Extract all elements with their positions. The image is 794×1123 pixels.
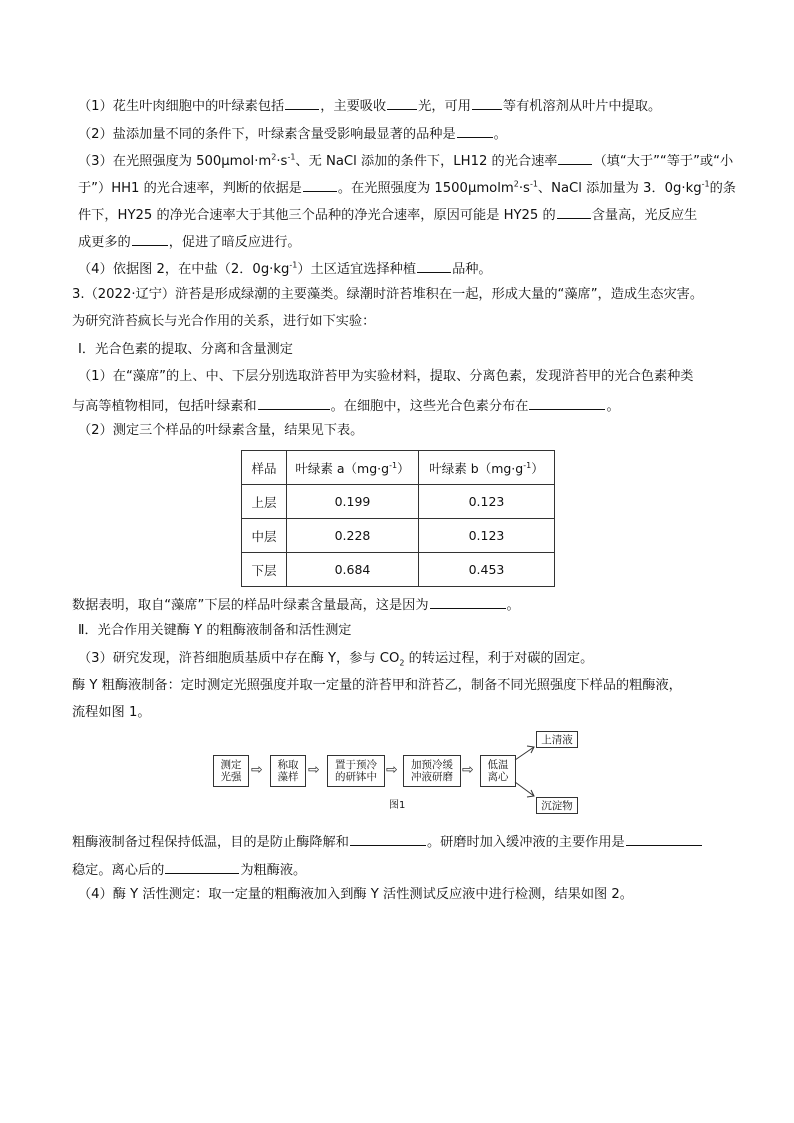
q2-part3-line2: 于”）HH1 的光合速率，判断的依据是 。在光照强度为 $1500\mu molm^2\cdot s^{-1}$、NaCl 添加量为 3．$0g\cdot kg^{-1}$的条 bbox=[78, 177, 736, 198]
q2-part1: （1）花生叶肉细胞中的叶绿素包括 ，主要吸收 光，可用 等有机溶剂从叶片中提取。 bbox=[78, 95, 661, 116]
q3-prep-line2: 流程如图 1。 bbox=[72, 705, 151, 720]
q3-part4: （4）酶 Y 活性测定：取一定量的粗酶液加入到酶 Y 活性测试反应液中进行检测，结果如图 2。 bbox=[78, 887, 633, 902]
q2-part3-line1: （3）在光照强度为 $500\mu mol\cdot m^2\cdot s^{-1}$、无 NaCl 添加的条件下，LH12 的光合速率 （填“大于”“等于”或“小 bbox=[78, 150, 733, 171]
table-header-row bbox=[242, 451, 555, 485]
chlorophyll-table bbox=[241, 450, 555, 587]
branch-arrows-icon bbox=[512, 740, 540, 802]
table-row bbox=[242, 553, 555, 587]
table-cell: 下层 bbox=[242, 553, 287, 587]
table-row bbox=[242, 519, 555, 553]
arrow-right-icon: ⇨ bbox=[308, 762, 320, 778]
q2-part2: （2）盐添加量不同的条件下，叶绿素含量受影响最显著的品种是 。 bbox=[78, 123, 507, 144]
table-cell: 上层 bbox=[242, 485, 287, 519]
q2-part3-line4: 成更多的 ，促进了暗反应进行。 bbox=[78, 231, 301, 252]
table-cell: 0.453 bbox=[419, 553, 555, 587]
q2-part3-line3: 件下，HY25 的净光合速率大于其他三个品种的净光合速率，原因可能是 HY25 的 含量高，光反应生 bbox=[78, 204, 697, 225]
q3-part2: （2）测定三个样品的叶绿素含量，结果见下表。 bbox=[78, 423, 364, 438]
q2-part4: （4）依据图 2，在中盐（2．$0g\cdot kg^{-1}$）土区适宜选择种植 品种。 bbox=[78, 258, 492, 279]
flow-step-measure-light: 测定 光强 bbox=[213, 755, 249, 787]
table-row bbox=[242, 485, 555, 519]
q3-section1-heading: Ⅰ．光合色素的提取、分离和含量测定 bbox=[78, 342, 293, 357]
flow-output-precipitate: 沉淀物 bbox=[536, 797, 578, 814]
table-header-cell: 叶绿素 $b(mg\cdot g^{-1})$ bbox=[419, 451, 555, 485]
q3-after-table: 数据表明，取自“藻席”下层的样品叶绿素含量最高，这是因为 。 bbox=[72, 594, 520, 615]
q3-note-line1: 粗酶液制备过程保持低温，目的是防止酶降解和 。研磨时加入缓冲液的主要作用是 bbox=[72, 831, 703, 852]
flow-output-supernatant: 上清液 bbox=[536, 731, 578, 748]
flow-step-precooled-mortar: 置于预冷 的研钵中 bbox=[327, 755, 385, 787]
q3-intro-line2: 为研究浒苔疯长与光合作用的关系，进行如下实验： bbox=[72, 314, 376, 329]
arrow-right-icon: ⇨ bbox=[251, 762, 263, 778]
table-header-cell: 叶绿素 $a(mg\cdot g^{-1})$ bbox=[287, 451, 419, 485]
q3-note-line2: 稳定。离心后的 为粗酶液。 bbox=[72, 859, 306, 880]
table-cell: 0.199 bbox=[287, 485, 419, 519]
table-cell: 0.123 bbox=[419, 485, 555, 519]
table-cell: 0.228 bbox=[287, 519, 419, 553]
arrow-right-icon: ⇨ bbox=[386, 762, 398, 778]
q3-intro-line1: 3.（2022·辽宁）浒苔是形成绿潮的主要藻类。绿潮时浒苔堆积在一起，形成大量的“藻席”，造成生态灾害。 bbox=[72, 287, 704, 302]
q3-section2-heading: Ⅱ．光合作用关键酶 Y 的粗酶液制备和活性测定 bbox=[78, 623, 352, 638]
table-header-cell: 样品 bbox=[242, 451, 287, 485]
q3-part3: （3）研究发现，浒苔细胞质基质中存在酶 Y，参与 $CO_2$ 的转运过程，利于对碳的固定。 bbox=[78, 651, 594, 668]
flow-step-weigh-sample: 称取 藻样 bbox=[270, 755, 306, 787]
flow-step-centrifuge: 低温 离心 bbox=[480, 755, 516, 787]
q3-part1-line1: （1）在“藻席”的上、中、下层分别选取浒苔甲为实验材料，提取、分离色素，发现浒苔甲的光合色素种类 bbox=[78, 369, 694, 384]
figure1-caption: 图1 bbox=[389, 800, 406, 811]
q3-prep-line1: 酶 Y 粗酶液制备：定时测定光照强度并取一定量的浒苔甲和浒苔乙，制备不同光照强度下样品的粗酶液， bbox=[72, 678, 682, 693]
table-cell: 中层 bbox=[242, 519, 287, 553]
table-cell: 0.123 bbox=[419, 519, 555, 553]
table-cell: 0.684 bbox=[287, 553, 419, 587]
q3-part1-line2: 与高等植物相同，包括叶绿素和 。在细胞中，这些光合色素分布在 。 bbox=[72, 395, 620, 416]
flow-step-grind-buffer: 加预冷缓 冲液研磨 bbox=[403, 755, 461, 787]
arrow-right-icon: ⇨ bbox=[462, 762, 474, 778]
